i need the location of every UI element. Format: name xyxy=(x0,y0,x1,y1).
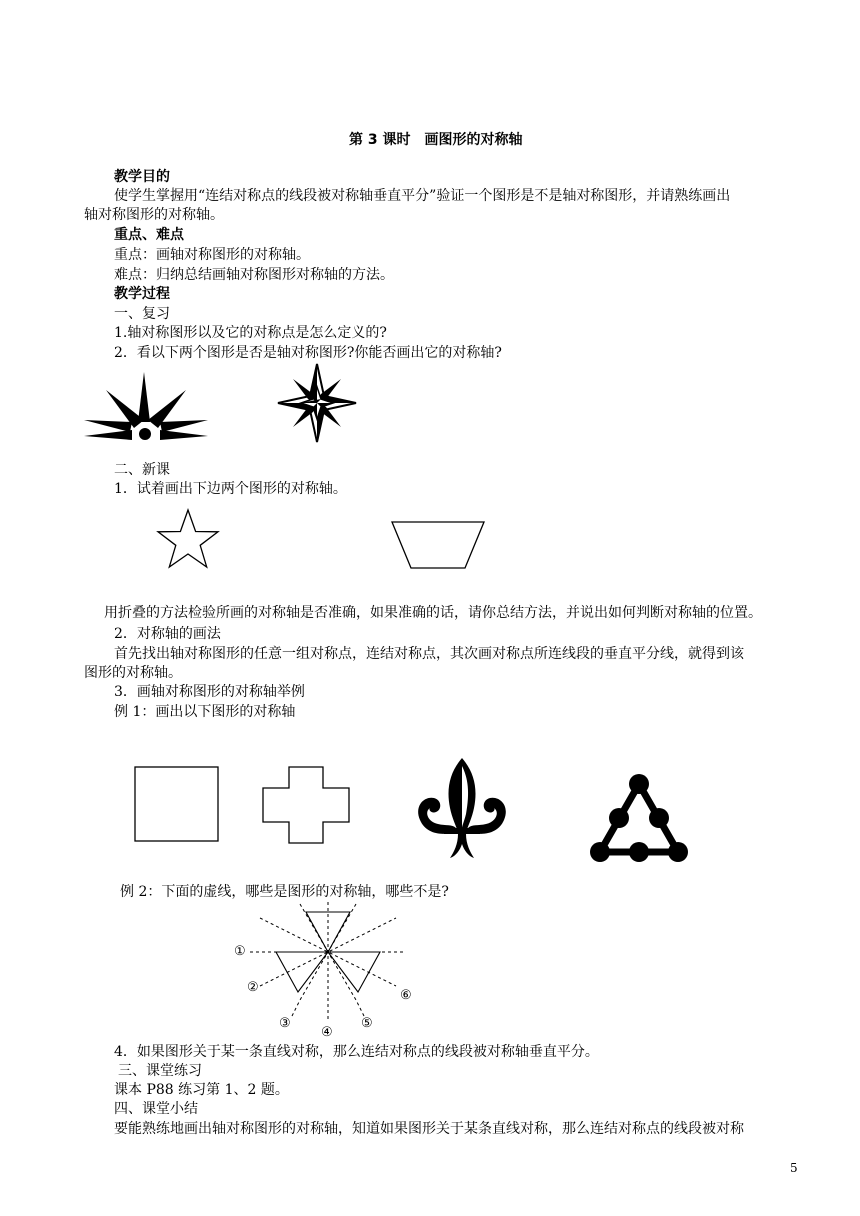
newlesson-item-1: 1．试着画出下边两个图形的对称轴。 xyxy=(114,481,347,497)
newlesson-item-3: 3．画轴对称图形的对称轴举例 xyxy=(114,684,305,700)
dashed-axes-figure xyxy=(230,902,420,1038)
process-heading: 教学过程 xyxy=(114,286,170,302)
keypoints-heading: 重点、难点 xyxy=(114,227,184,243)
summary-heading: 四、课堂小结 xyxy=(114,1101,198,1117)
axis-label-3: ③ xyxy=(279,1016,291,1031)
cross-figure xyxy=(262,766,350,844)
practice-heading: 三、课堂练习 xyxy=(118,1063,202,1079)
example-2-text: 例 2：下面的虚线，哪些是图形的对称轴，哪些不是? xyxy=(120,884,449,900)
method-text-line2: 图形的对称轴。 xyxy=(84,665,182,681)
example-1-text: 例 1：画出以下图形的对称轴 xyxy=(114,704,296,720)
axis-label-4: ④ xyxy=(321,1025,333,1040)
dot-triangle-figure xyxy=(586,772,692,864)
newlesson-item-4: 4．如果图形关于某一条直线对称，那么连结对称点的线段被对称轴垂直平分。 xyxy=(114,1044,599,1060)
review-heading: 一、复习 xyxy=(114,306,170,322)
objectives-heading: 教学目的 xyxy=(114,169,170,185)
axis-label-2: ② xyxy=(247,980,259,995)
axis-label-5: ⑤ xyxy=(361,1016,373,1031)
square-figure xyxy=(134,766,220,842)
star-outline-figure xyxy=(155,508,221,570)
newlesson-heading: 二、新课 xyxy=(114,462,170,478)
objectives-text-line2: 轴对称图形的对称轴。 xyxy=(84,207,224,223)
axis-label-1: ① xyxy=(234,944,246,959)
axis-label-6: ⑥ xyxy=(400,988,412,1003)
trapezoid-outline-figure xyxy=(390,520,486,570)
keypoint-text: 重点：画轴对称图形的对称轴。 xyxy=(114,247,310,263)
fan-star-figure xyxy=(82,370,212,446)
review-question-1: 1.轴对称图形以及它的对称点是怎么定义的? xyxy=(114,325,387,341)
page-number: 5 xyxy=(790,1161,798,1175)
practice-text: 课本 P88 练习第 1、2 题。 xyxy=(114,1082,289,1098)
review-question-2: 2．看以下两个图形是否是轴对称图形?你能否画出它的对称轴? xyxy=(114,345,502,361)
fleur-de-lis-figure xyxy=(414,756,510,860)
compass-star-figure xyxy=(276,362,358,444)
objectives-text-line1: 使学生掌握用“连结对称点的线段被对称轴垂直平分”验证一个图形是不是轴对称图形，并请熟练画出 xyxy=(114,188,731,204)
method-text-line1: 首先找出轴对称图形的任意一组对称点，连结对称点，其次画对称点所连线段的垂直平分线，就得到该 xyxy=(114,646,744,662)
summary-text: 要能熟练地画出轴对称图形的对称轴，知道如果图形关于某条直线对称，那么连结对称点的线段被对称 xyxy=(114,1121,744,1137)
difficulty-text: 难点：归纳总结画轴对称图形对称轴的方法。 xyxy=(114,267,394,283)
page-title: 第 3 课时 画图形的对称轴 xyxy=(349,132,523,148)
fold-check-text: 用折叠的方法检验所画的对称轴是否准确，如果准确的话，请你总结方法，并说出如何判断对称轴的位置。 xyxy=(104,605,762,621)
newlesson-item-2: 2．对称轴的画法 xyxy=(114,626,221,642)
